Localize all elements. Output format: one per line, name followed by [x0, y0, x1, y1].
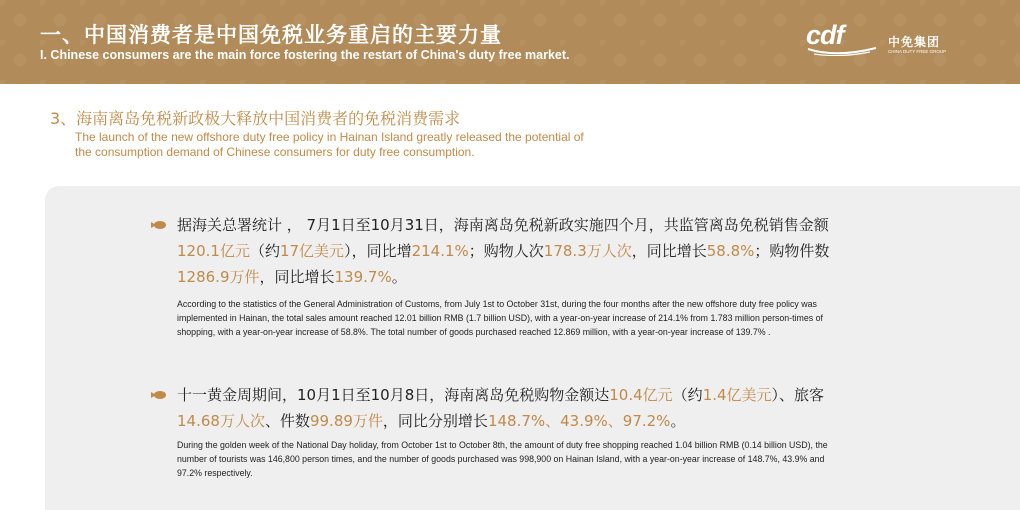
- bullet-arrow-icon: [151, 220, 167, 230]
- page-subtitle: I. Chinese consumers are the main force fostering the restart of China's duty free market.: [40, 48, 570, 62]
- logo-name-en: CHINA DUTY FREE GROUP: [888, 49, 947, 54]
- section-title: 3、海南离岛免税新政极大释放中国消费者的免税消费需求: [50, 109, 461, 128]
- item-1-cn: 据海关总署统计 ， 7月1日至10月31日，海南离岛免税新政实施四个月，共监管离岛免税销售金额120.1亿元（约17亿美元），同比增214.1%；购物人次178.3万人次，同比增长58.8%；购物件数1286.9万件，同比增长139.7%。: [177, 216, 830, 286]
- logo-mark: cdf: [806, 20, 844, 50]
- logo-name-cn: 中免集团: [888, 35, 941, 49]
- header-banner: [0, 0, 1020, 84]
- item-2-en: During the golden week of the National Day holiday, from October 1st to October 8th, the amount of duty free shopping reached 1.04 billion RMB (0.14 billion USD), the number of tourists was 146,800 person times, and the number of goods purchased was 998,900 on Hainan Island, with a year-on-year increase of 148.7%, 43.9% and 97.2% respectively.: [177, 440, 828, 478]
- item-1-en: According to the statistics of the General Administration of Customs, from July 1st to October 31st, during the four months after the new offshore duty free policy was implemented in Hainan, the total sales amount reached 12.01 billion RMB (1.7 billion USD), with a year-on-year increase of 214.1% from 1.783 million person-times of shopping, with a year-on-year increase of 58.8%. The total number of goods purchased reached 12.869 million, with a year-on-year increase of 139.7% .: [177, 299, 823, 337]
- page-title: 一、中国消费者是中国免税业务重启的主要力量: [40, 23, 502, 47]
- bullet-arrow-icon: [151, 390, 167, 400]
- cdf-logo: [806, 22, 956, 62]
- item-2-cn: 十一黄金周期间，10月1日至10月8日，海南离岛免税购物金额达10.4亿元（约1.4亿美元）、旅客14.68万人次、件数99.89万件，同比分别增长148.7%、43.9%、97.2%。: [177, 386, 825, 430]
- logo-swoosh-icon: [806, 46, 878, 56]
- section-subtitle: The launch of the new offshore duty free policy in Hainan Island greatly released the potential of the consumption demand of Chinese consumers for duty free consumption.: [75, 130, 584, 159]
